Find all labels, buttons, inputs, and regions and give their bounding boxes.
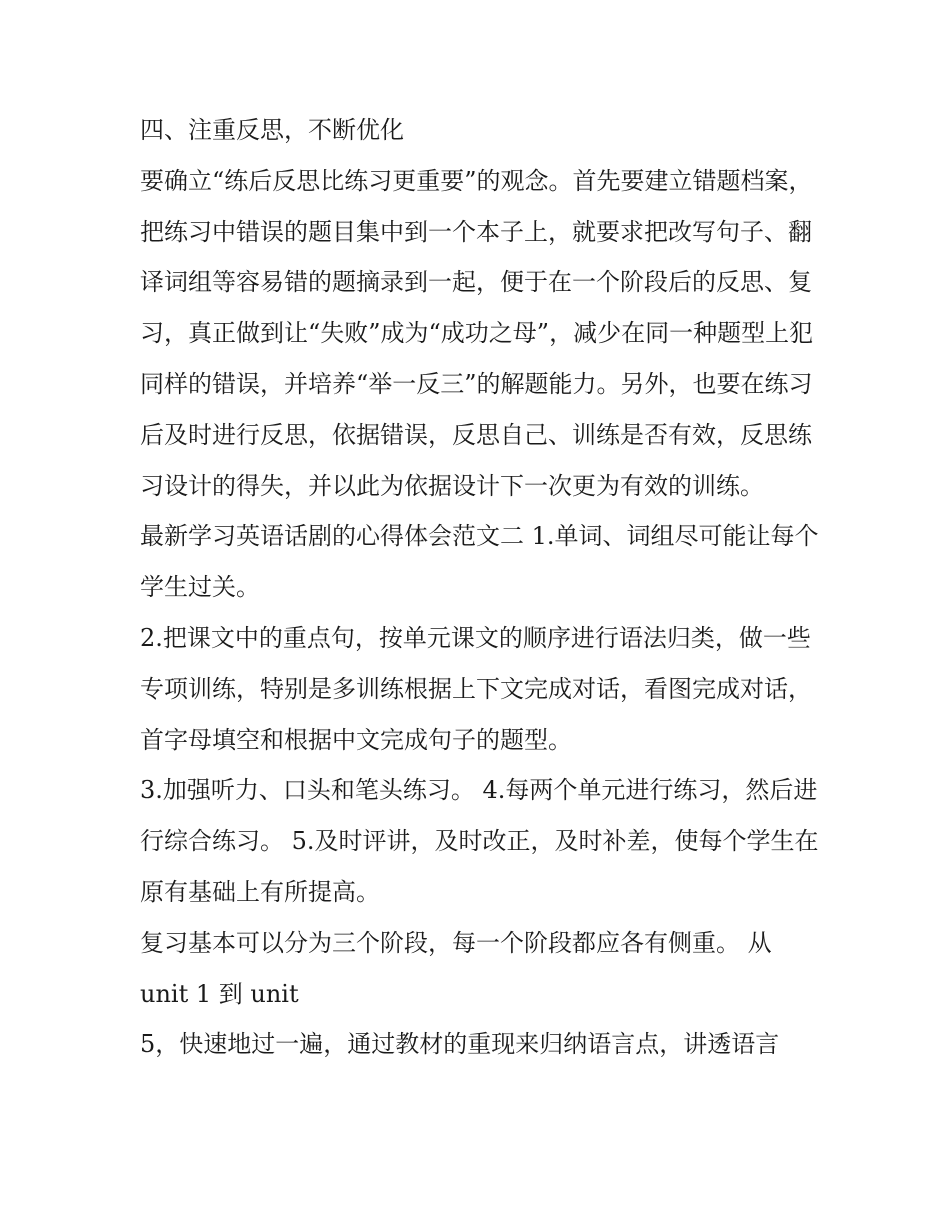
paragraph-reflection: 要确立“练后反思比练习更重要”的观念。首先要建立错题档案，把练习中错误的题目集中到一个本子上，就要求把改写句子、翻译词组等容易错的题摘录到一起，便于在一个阶段后的反思、复习，真正做到让“失败”成为“成功之母”，减少在同一种题型上犯同样的错误，并培养“举一反三”的解题能力。另外，也要在练习后及时进行反思，依据错误，反思自己、训练是否有效，反思练习设计的得失，并以此为依据设计下一次更为有效的训练。 xyxy=(140,166,814,500)
document-body xyxy=(140,105,820,1070)
section-heading: 四、注重反思，不断优化 xyxy=(140,116,404,144)
paragraph-essay-title: 最新学习英语话剧的心得体会范文二 1.单词、词组尽可能让每个学生过关。 xyxy=(140,522,819,602)
paragraph-review-stages: 复习基本可以分为三个阶段，每一个阶段都应各有侧重。 从 xyxy=(140,928,772,957)
paragraph-unit-5: 5，快速地过一遍，通过教材的重现来归纳语言点，讲透语言 xyxy=(140,1030,780,1059)
paragraph-point-2: 2.把课文中的重点句，按单元课文的顺序进行语法归类，做一些专项训练，特别是多训练根据上下文完成对话，看图完成对话，首字母填空和根据中文完成句子的题型。 xyxy=(140,623,812,754)
paragraph-unit-range: unit 1 到 unit xyxy=(140,979,299,1008)
paragraph-points-3-5: 3.加强听力、口头和笔头练习。 4.每两个单元进行练习，然后进行综合练习。 5.及时评讲，及时改正，及时补差，使每个学生在原有基础上有所提高。 xyxy=(140,776,819,906)
